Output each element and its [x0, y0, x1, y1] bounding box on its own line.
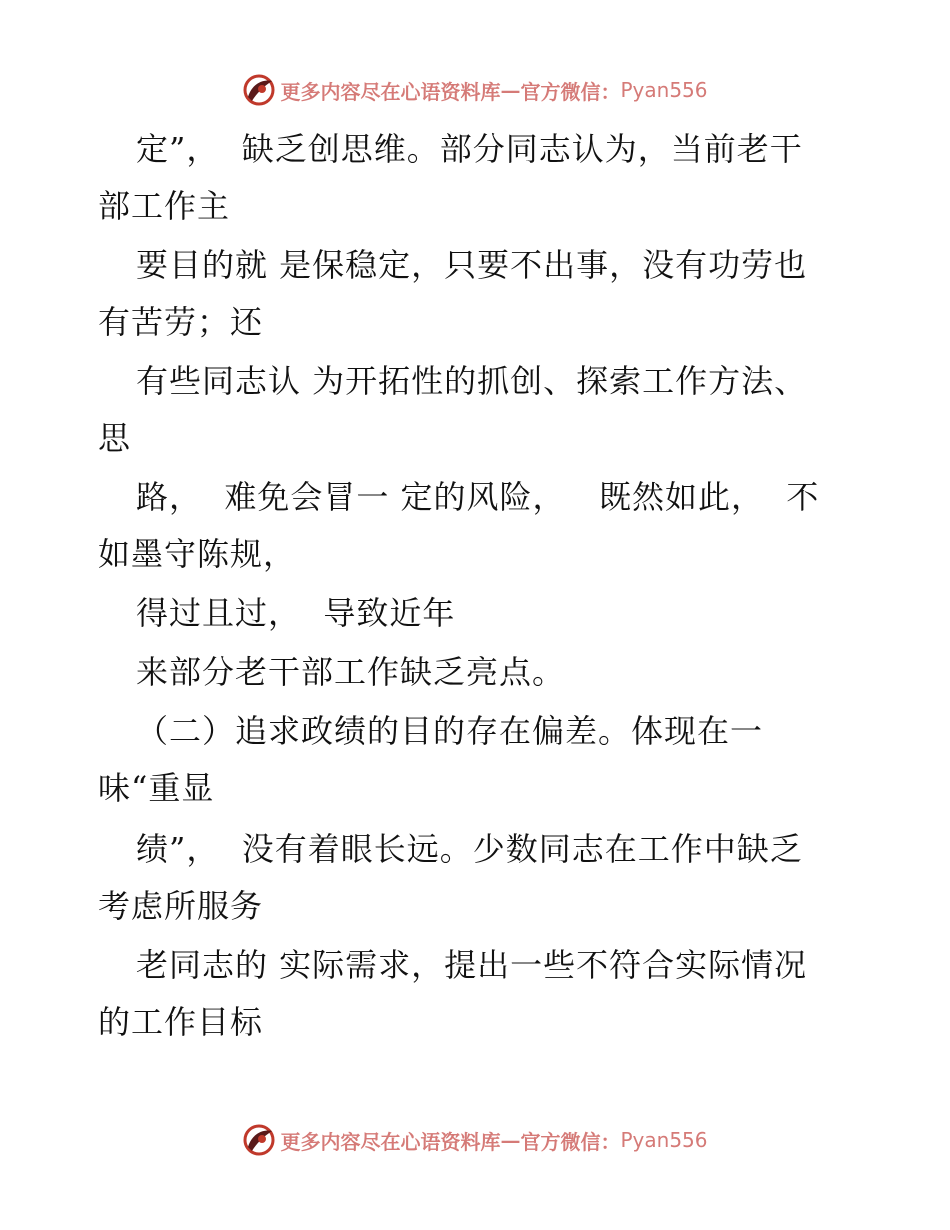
banner-dash: —: [500, 78, 521, 102]
body-line-7: 路， 难免会冒一 定的风险， 既然如此， 不: [136, 478, 820, 516]
footer-banner: [0, 1120, 950, 1160]
wechat-label: 官方微信：: [520, 1129, 621, 1154]
logo-icon: [242, 1123, 276, 1157]
banner-dash: —: [500, 1128, 521, 1152]
body-line-9: 得过且过， 导致近年: [136, 594, 456, 632]
body-line-1: 定”， 缺乏创思维。部分同志认为，当前老干: [136, 130, 803, 168]
body-line-2: 部工作主: [98, 187, 231, 225]
body-line-16: 的工作目标: [98, 1003, 264, 1041]
banner-title: 更多内容尽在心语资料库: [280, 1129, 501, 1154]
body-line-15: 老同志的 实际需求，提出一些不符合实际情况: [136, 946, 808, 984]
body-line-11: （二）追求政绩的目的存在偏差。体现在一: [136, 712, 764, 750]
wechat-label: 官方微信：: [520, 79, 621, 104]
body-line-14: 考虑所服务: [98, 887, 264, 925]
body-line-13: 绩”， 没有着眼长远。少数同志在工作中缺乏: [136, 830, 803, 868]
body-line-5: 有些同志认 为开拓性的抓创、探索工作方法、: [136, 362, 808, 400]
banner-title: 更多内容尽在心语资料库: [280, 79, 501, 104]
body-line-8: 如墨守陈规，: [98, 535, 297, 573]
body-line-4: 有苦劳；还: [98, 303, 264, 341]
body-line-3: 要目的就 是保稳定，只要不出事，没有功劳也: [136, 246, 808, 284]
body-line-12: 味“重显: [98, 769, 215, 807]
wechat-id: Pyan556: [620, 1128, 708, 1152]
body-line-10: 来部分老干部工作缺乏亮点。: [136, 653, 566, 691]
wechat-id: Pyan556: [620, 78, 708, 102]
body-line-6: 思: [98, 419, 132, 457]
